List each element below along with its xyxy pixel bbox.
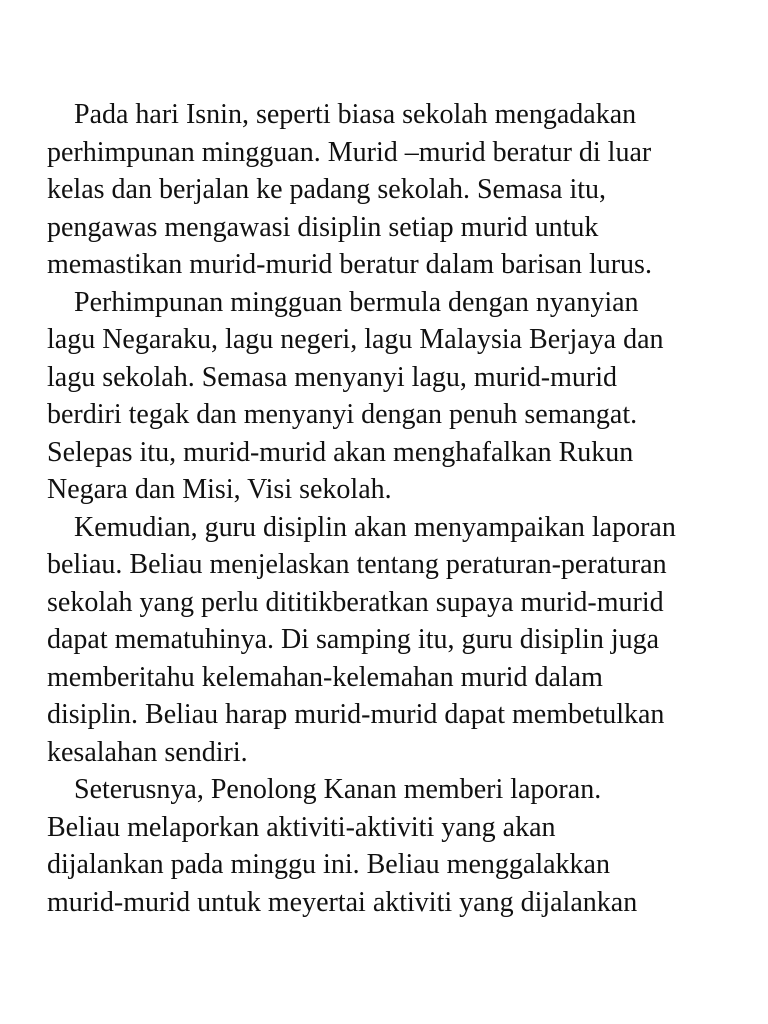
paragraph-line: beliau. Beliau menjelaskan tentang peraturan-peraturan — [47, 549, 667, 580]
paragraph-line: Selepas itu, murid-murid akan menghafalkan Rukun — [47, 436, 634, 468]
paragraph-line: kelas dan berjalan ke padang sekolah. Semasa itu, — [47, 174, 607, 205]
paragraph-line: memastikan murid-murid beratur dalam barisan lurus. — [47, 249, 652, 280]
paragraph-1 — [47, 96, 747, 284]
document-body — [47, 96, 747, 921]
paragraph-line: lagu Negaraku, lagu negeri, lagu Malaysia Berjaya dan — [47, 324, 664, 355]
paragraph-line: disiplin. Beliau harap murid-murid dapat membetulkan — [47, 699, 665, 730]
paragraph-4 — [47, 771, 747, 921]
paragraph-line: pengawas mengawasi disiplin setiap murid untuk — [47, 211, 599, 243]
paragraph-line: Pada hari Isnin, seperti biasa sekolah mengadakan — [74, 99, 637, 130]
paragraph-line: sekolah yang perlu dititikberatkan supaya murid-murid — [47, 586, 664, 618]
paragraph-3 — [47, 509, 747, 772]
paragraph-line: dijalankan pada minggu ini. Beliau menggalakkan — [47, 849, 610, 880]
paragraph-line: lagu sekolah. Semasa menyanyi lagu, murid-murid — [47, 361, 617, 393]
paragraph-line: Kemudian, guru disiplin akan menyampaikan laporan — [74, 511, 676, 543]
paragraph-line: perhimpunan mingguan. Murid –murid beratur di luar — [47, 136, 652, 168]
paragraph-line: kesalahan sendiri. — [47, 736, 248, 768]
paragraph-line: Perhimpunan mingguan bermula dengan nyanyian — [74, 286, 639, 318]
paragraph-line: Seterusnya, Penolong Kanan memberi laporan. — [74, 774, 602, 805]
paragraph-line: memberitahu kelemahan-kelemahan murid dalam — [47, 661, 603, 693]
paragraph-line: Beliau melaporkan aktiviti-aktiviti yang akan — [47, 811, 556, 843]
paragraph-2 — [47, 284, 747, 509]
paragraph-line: murid-murid untuk meyertai aktiviti yang dijalankan — [47, 886, 638, 918]
paragraph-line: dapat mematuhinya. Di samping itu, guru disiplin juga — [47, 624, 660, 655]
paragraph-line: berdiri tegak dan menyanyi dengan penuh semangat. — [47, 399, 638, 430]
paragraph-line: Negara dan Misi, Visi sekolah. — [47, 474, 392, 505]
